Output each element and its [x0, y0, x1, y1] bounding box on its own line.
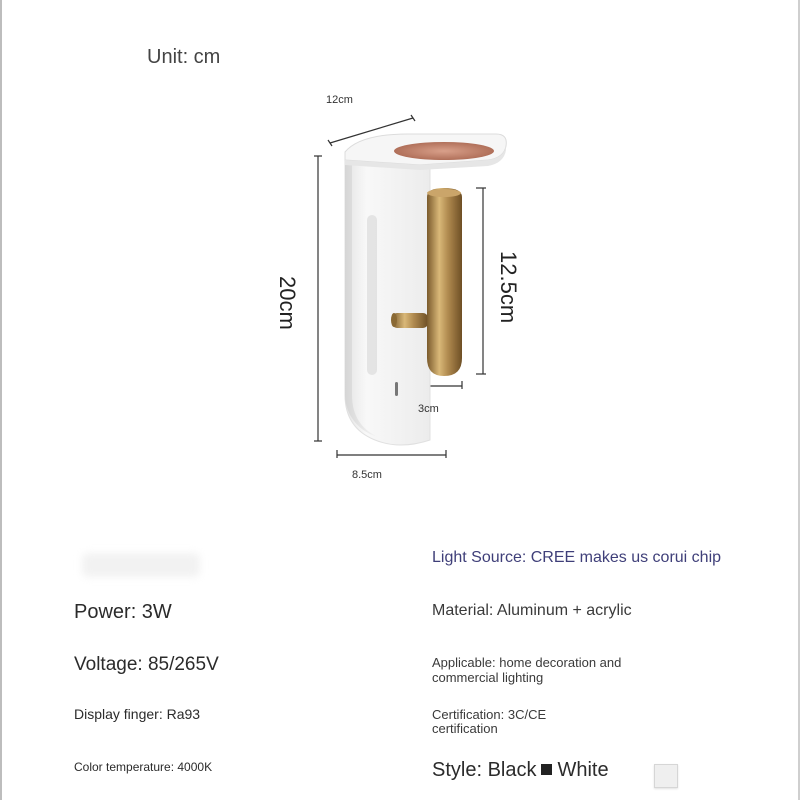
spec-display-finger: Display finger: Ra93 [74, 706, 201, 722]
spec-applicable-line1: Applicable: home decoration and [432, 655, 622, 670]
blurred-watermark [82, 553, 200, 577]
spec-style [432, 759, 609, 782]
dim-label-tube-diameter: 3cm [418, 403, 439, 415]
lamp-light-disc [394, 142, 494, 160]
spec-material: Material: Aluminum + acrylic [432, 602, 632, 619]
spec-color-temperature: Color temperature: 4000K [74, 760, 213, 774]
spec-applicable-line2: commercial lighting [432, 670, 544, 685]
spec-voltage: Voltage: 85/265V [74, 654, 219, 675]
spec-certification-line1: Certification: 3C/CE [432, 707, 547, 722]
dim-label-height: 20cm [275, 276, 300, 330]
lamp-switch [395, 382, 398, 396]
dim-label-base-width: 8.5cm [352, 469, 382, 481]
black-swatch-icon [541, 764, 552, 775]
spec-style-prefix: Style: Black [432, 759, 537, 781]
spec-light-source: Light Source: CREE makes us corui chip [432, 549, 722, 566]
spec-certification-line2: certification [432, 721, 498, 736]
spec-power: Power: 3W [74, 601, 172, 623]
white-swatch-icon [654, 764, 678, 788]
dim-label-tube-length: 12.5cm [496, 251, 521, 324]
lamp-brass-tube [427, 188, 462, 376]
dim-label-top-width: 12cm [326, 94, 353, 106]
spec-style-suffix: White [557, 759, 609, 781]
lamp-stem [392, 313, 428, 328]
unit-label: Unit: cm [147, 46, 221, 68]
